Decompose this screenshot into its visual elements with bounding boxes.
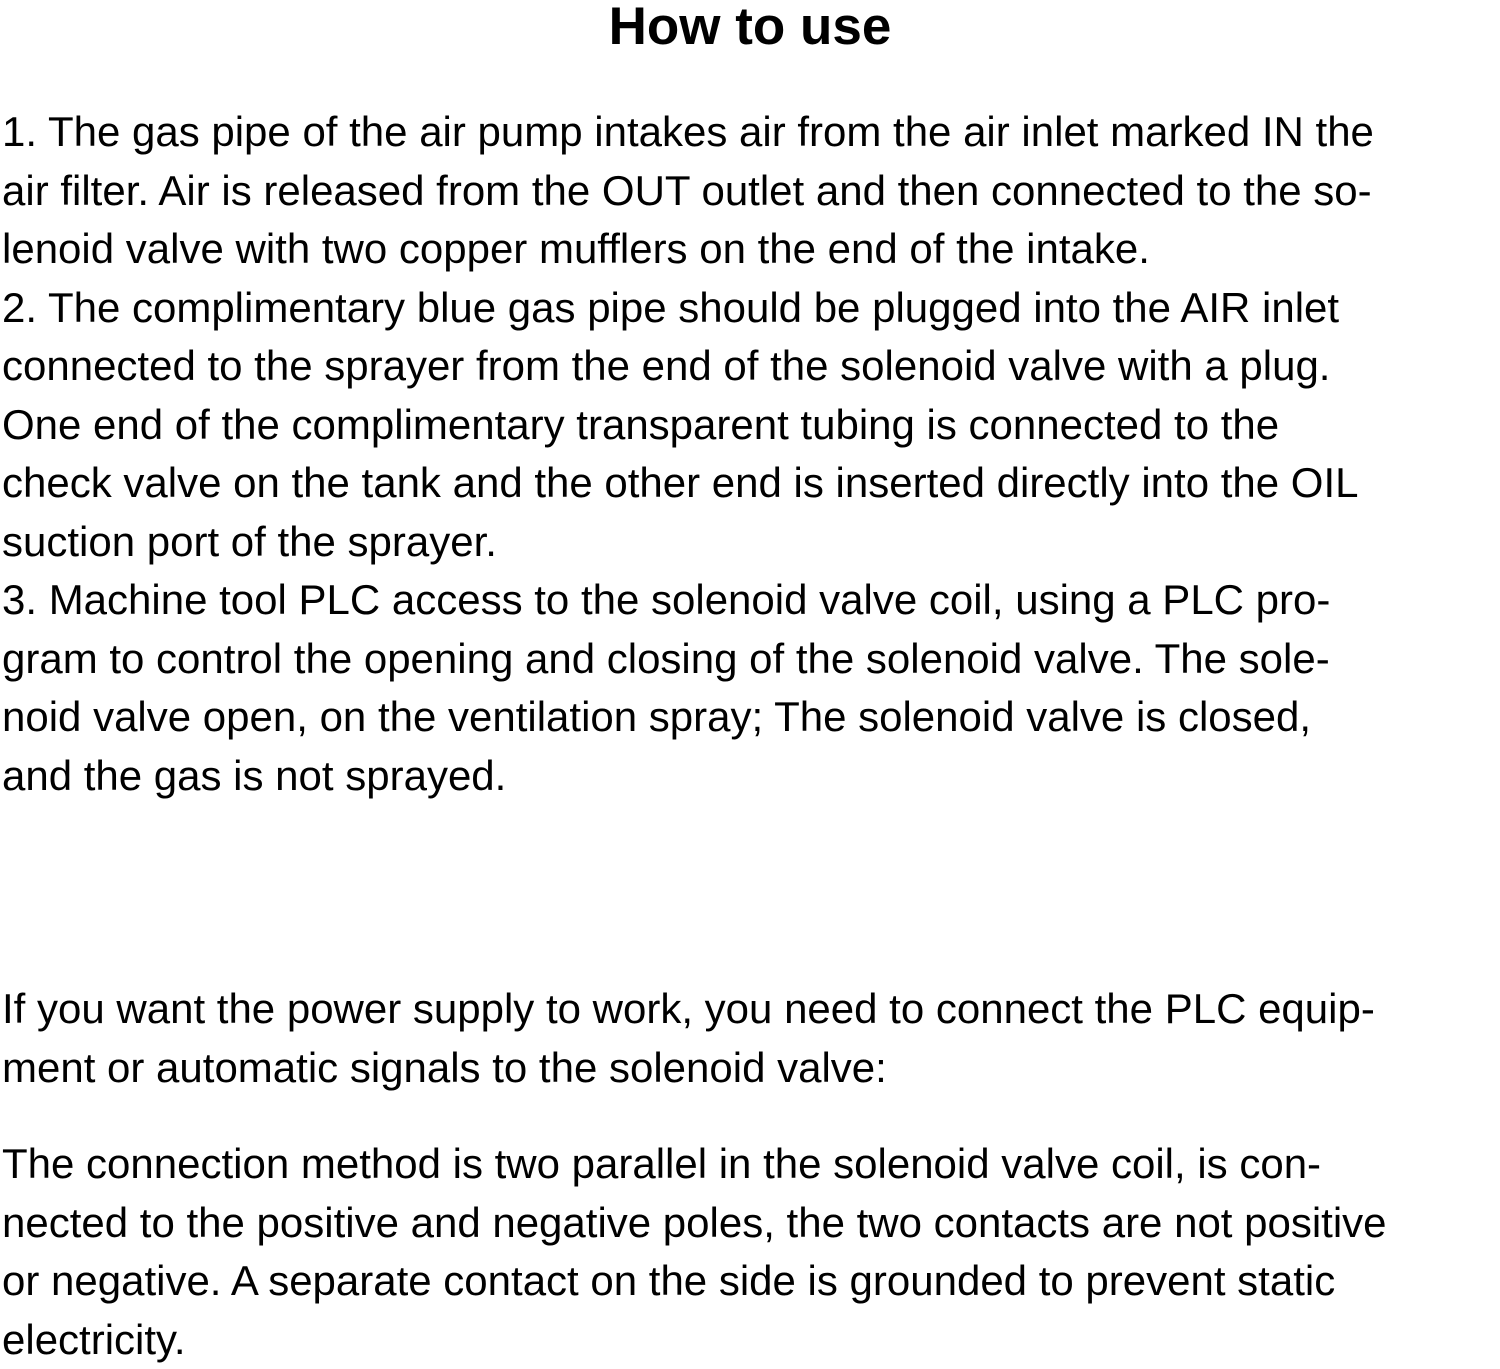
- page-title: How to use: [0, 0, 1500, 53]
- power-note-line: If you want the power supply to work, you need to connect the PLC equip-: [2, 980, 1498, 1039]
- instruction-line: 1. The gas pipe of the air pump intakes air from the air inlet marked IN the: [2, 103, 1498, 162]
- power-supply-note: [2, 980, 1498, 1097]
- connection-note-line: electricity.: [2, 1311, 1498, 1369]
- instruction-line: suction port of the sprayer.: [2, 513, 1498, 572]
- instruction-line: noid valve open, on the ventilation spray; The solenoid valve is closed,: [2, 688, 1498, 747]
- connection-note-line: nected to the positive and negative poles, the two contacts are not positive: [2, 1194, 1498, 1253]
- instruction-line: lenoid valve with two copper mufflers on the end of the intake.: [2, 220, 1498, 279]
- instruction-line: air filter. Air is released from the OUT outlet and then connected to the so-: [2, 162, 1498, 221]
- instruction-line: check valve on the tank and the other end is inserted directly into the OIL: [2, 454, 1498, 513]
- connection-note-line: or negative. A separate contact on the side is grounded to prevent static: [2, 1252, 1498, 1311]
- instruction-line: 3. Machine tool PLC access to the solenoid valve coil, using a PLC pro-: [2, 571, 1498, 630]
- connection-note-line: The connection method is two parallel in the solenoid valve coil, is con-: [2, 1135, 1498, 1194]
- instruction-line: connected to the sprayer from the end of the solenoid valve with a plug.: [2, 337, 1498, 396]
- instruction-line: gram to control the opening and closing of the solenoid valve. The sole-: [2, 630, 1498, 689]
- power-note-line: ment or automatic signals to the solenoid valve:: [2, 1039, 1498, 1098]
- instruction-line: One end of the complimentary transparent tubing is connected to the: [2, 396, 1498, 455]
- connection-method-note: [2, 1135, 1498, 1369]
- instructions-block: [2, 103, 1498, 805]
- instruction-line: and the gas is not sprayed.: [2, 747, 1498, 806]
- instruction-line: 2. The complimentary blue gas pipe should be plugged into the AIR inlet: [2, 279, 1498, 338]
